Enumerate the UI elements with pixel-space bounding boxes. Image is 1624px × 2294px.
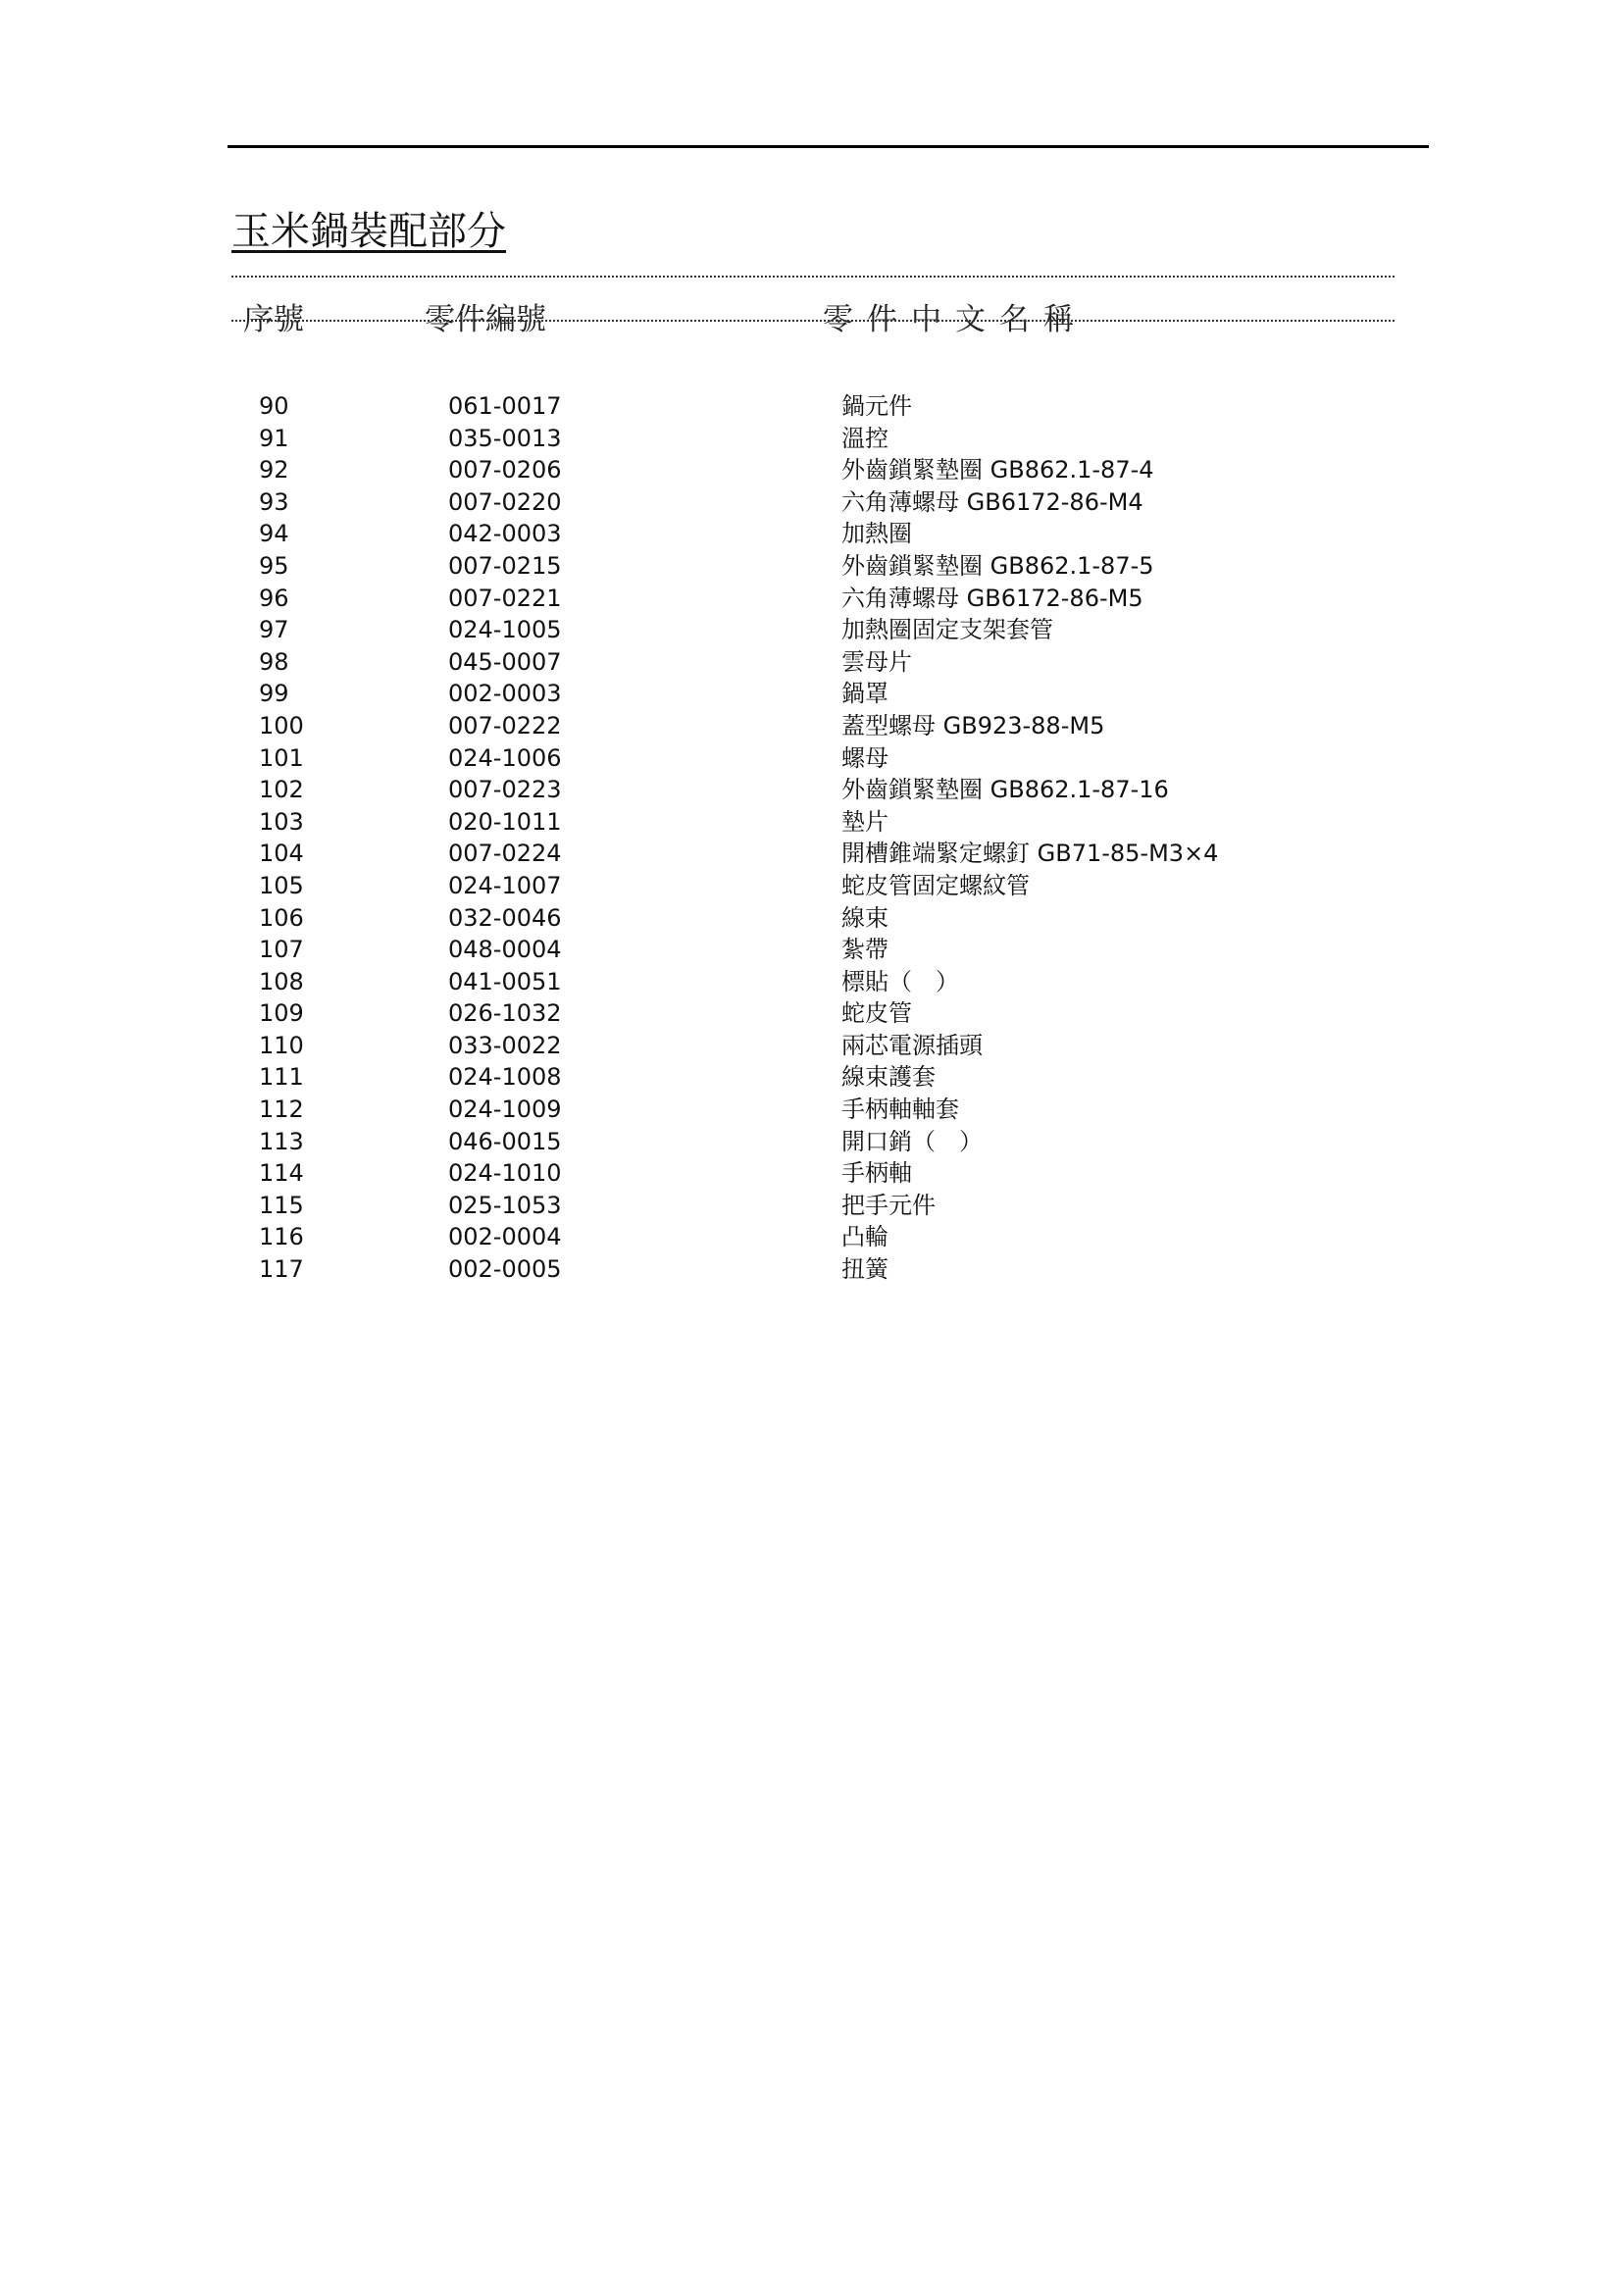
table-row bbox=[0, 518, 1624, 550]
table-row bbox=[0, 774, 1624, 806]
name-cell: 紮帶 bbox=[841, 936, 888, 964]
seq-cell: 106 bbox=[259, 903, 304, 932]
column-header-name: 零件中文名稱 bbox=[823, 302, 1088, 337]
table-row bbox=[0, 1190, 1624, 1222]
table-row bbox=[0, 1253, 1624, 1286]
part-no-cell: 007-0224 bbox=[448, 840, 562, 868]
table-row bbox=[0, 678, 1624, 710]
seq-cell: 110 bbox=[259, 1031, 304, 1059]
part-no-cell: 045-0007 bbox=[448, 647, 562, 676]
table-row bbox=[0, 902, 1624, 935]
seq-cell: 105 bbox=[259, 871, 304, 899]
seq-cell: 97 bbox=[259, 616, 289, 644]
header-dotted-rule-top bbox=[231, 276, 1395, 278]
table-row bbox=[0, 486, 1624, 519]
seq-cell: 114 bbox=[259, 1159, 304, 1188]
name-cell: 開口銷（ ） bbox=[841, 1127, 983, 1155]
table-row bbox=[0, 1221, 1624, 1253]
name-cell: 墊片 bbox=[841, 807, 888, 836]
part-no-cell: 041-0051 bbox=[448, 967, 562, 995]
part-no-cell: 007-0220 bbox=[448, 487, 562, 516]
part-no-cell: 024-1007 bbox=[448, 871, 562, 899]
name-cell: 扭簧 bbox=[841, 1255, 888, 1284]
table-row bbox=[0, 646, 1624, 679]
seq-cell: 108 bbox=[259, 967, 304, 995]
seq-cell: 95 bbox=[259, 551, 289, 580]
seq-cell: 91 bbox=[259, 424, 289, 452]
part-no-cell: 024-1005 bbox=[448, 616, 562, 644]
seq-cell: 104 bbox=[259, 840, 304, 868]
seq-cell: 96 bbox=[259, 584, 289, 612]
seq-cell: 102 bbox=[259, 776, 304, 804]
part-no-cell: 025-1053 bbox=[448, 1191, 562, 1219]
part-no-cell: 020-1011 bbox=[448, 807, 562, 836]
seq-cell: 94 bbox=[259, 520, 289, 548]
name-cell: 手柄軸軸套 bbox=[841, 1096, 959, 1124]
name-cell: 兩芯電源插頭 bbox=[841, 1031, 983, 1059]
header-dotted-rule-bottom bbox=[231, 320, 1395, 322]
part-no-cell: 007-0221 bbox=[448, 584, 562, 612]
seq-cell: 113 bbox=[259, 1127, 304, 1155]
section-title: 玉米鍋裝配部分 bbox=[231, 209, 506, 254]
part-no-cell: 035-0013 bbox=[448, 424, 562, 452]
parts-list bbox=[0, 390, 1624, 1286]
table-row bbox=[0, 614, 1624, 646]
seq-cell: 111 bbox=[259, 1063, 304, 1092]
name-cell: 螺母 bbox=[841, 743, 888, 772]
table-row bbox=[0, 1157, 1624, 1190]
name-cell: 加熱圈固定支架套管 bbox=[841, 616, 1053, 644]
table-row bbox=[0, 1030, 1624, 1062]
table-row bbox=[0, 423, 1624, 455]
table-row bbox=[0, 806, 1624, 839]
name-cell: 線束護套 bbox=[841, 1063, 936, 1092]
table-row bbox=[0, 390, 1624, 423]
name-cell: 鍋罩 bbox=[841, 680, 888, 708]
table-row bbox=[0, 1094, 1624, 1126]
seq-cell: 93 bbox=[259, 487, 289, 516]
table-row bbox=[0, 742, 1624, 775]
column-header-part-no: 零件編號 bbox=[425, 302, 546, 337]
seq-cell: 117 bbox=[259, 1255, 304, 1284]
table-row bbox=[0, 550, 1624, 583]
part-no-cell: 002-0004 bbox=[448, 1223, 562, 1251]
name-cell: 六角薄螺母 GB6172-86-M5 bbox=[841, 584, 1143, 612]
seq-cell: 99 bbox=[259, 680, 289, 708]
name-cell: 線束 bbox=[841, 903, 888, 932]
name-cell: 溫控 bbox=[841, 424, 888, 452]
part-no-cell: 007-0222 bbox=[448, 711, 562, 739]
table-row bbox=[0, 870, 1624, 902]
table-row bbox=[0, 1061, 1624, 1094]
seq-cell: 116 bbox=[259, 1223, 304, 1251]
part-no-cell: 024-1006 bbox=[448, 743, 562, 772]
part-no-cell: 046-0015 bbox=[448, 1127, 562, 1155]
name-cell: 雲母片 bbox=[841, 647, 912, 676]
name-cell: 手柄軸 bbox=[841, 1159, 912, 1188]
seq-cell: 98 bbox=[259, 647, 289, 676]
part-no-cell: 007-0223 bbox=[448, 776, 562, 804]
part-no-cell: 048-0004 bbox=[448, 936, 562, 964]
column-header-seq: 序號 bbox=[243, 302, 304, 337]
part-no-cell: 026-1032 bbox=[448, 999, 562, 1028]
part-no-cell: 002-0003 bbox=[448, 680, 562, 708]
part-no-cell: 024-1009 bbox=[448, 1096, 562, 1124]
seq-cell: 103 bbox=[259, 807, 304, 836]
part-no-cell: 032-0046 bbox=[448, 903, 562, 932]
table-row bbox=[0, 454, 1624, 486]
name-cell: 蛇皮管固定螺紋管 bbox=[841, 871, 1030, 899]
table-row bbox=[0, 1126, 1624, 1158]
seq-cell: 101 bbox=[259, 743, 304, 772]
name-cell: 外齒鎖緊墊圈 GB862.1-87-4 bbox=[841, 456, 1154, 484]
part-no-cell: 007-0215 bbox=[448, 551, 562, 580]
seq-cell: 100 bbox=[259, 711, 304, 739]
seq-cell: 107 bbox=[259, 936, 304, 964]
name-cell: 標貼（ ） bbox=[841, 967, 959, 995]
name-cell: 六角薄螺母 GB6172-86-M4 bbox=[841, 487, 1143, 516]
part-no-cell: 024-1010 bbox=[448, 1159, 562, 1188]
seq-cell: 109 bbox=[259, 999, 304, 1028]
name-cell: 開槽錐端緊定螺釘 GB71-85-M3×4 bbox=[841, 840, 1219, 868]
seq-cell: 90 bbox=[259, 392, 289, 420]
seq-cell: 92 bbox=[259, 456, 289, 484]
name-cell: 加熱圈 bbox=[841, 520, 912, 548]
name-cell: 蓋型螺母 GB923-88-M5 bbox=[841, 711, 1105, 739]
part-no-cell: 061-0017 bbox=[448, 392, 562, 420]
name-cell: 鍋元件 bbox=[841, 392, 912, 420]
name-cell: 把手元件 bbox=[841, 1191, 936, 1219]
table-row bbox=[0, 838, 1624, 870]
part-no-cell: 033-0022 bbox=[448, 1031, 562, 1059]
table-row bbox=[0, 966, 1624, 998]
part-no-cell: 002-0005 bbox=[448, 1255, 562, 1284]
table-row bbox=[0, 710, 1624, 742]
table-row bbox=[0, 997, 1624, 1030]
table-row bbox=[0, 583, 1624, 615]
name-cell: 外齒鎖緊墊圈 GB862.1-87-5 bbox=[841, 551, 1154, 580]
seq-cell: 115 bbox=[259, 1191, 304, 1219]
name-cell: 蛇皮管 bbox=[841, 999, 912, 1028]
part-no-cell: 042-0003 bbox=[448, 520, 562, 548]
part-no-cell: 024-1008 bbox=[448, 1063, 562, 1092]
part-no-cell: 007-0206 bbox=[448, 456, 562, 484]
name-cell: 外齒鎖緊墊圈 GB862.1-87-16 bbox=[841, 776, 1169, 804]
seq-cell: 112 bbox=[259, 1096, 304, 1124]
table-row bbox=[0, 934, 1624, 966]
name-cell: 凸輪 bbox=[841, 1223, 888, 1251]
top-rule bbox=[228, 145, 1429, 148]
